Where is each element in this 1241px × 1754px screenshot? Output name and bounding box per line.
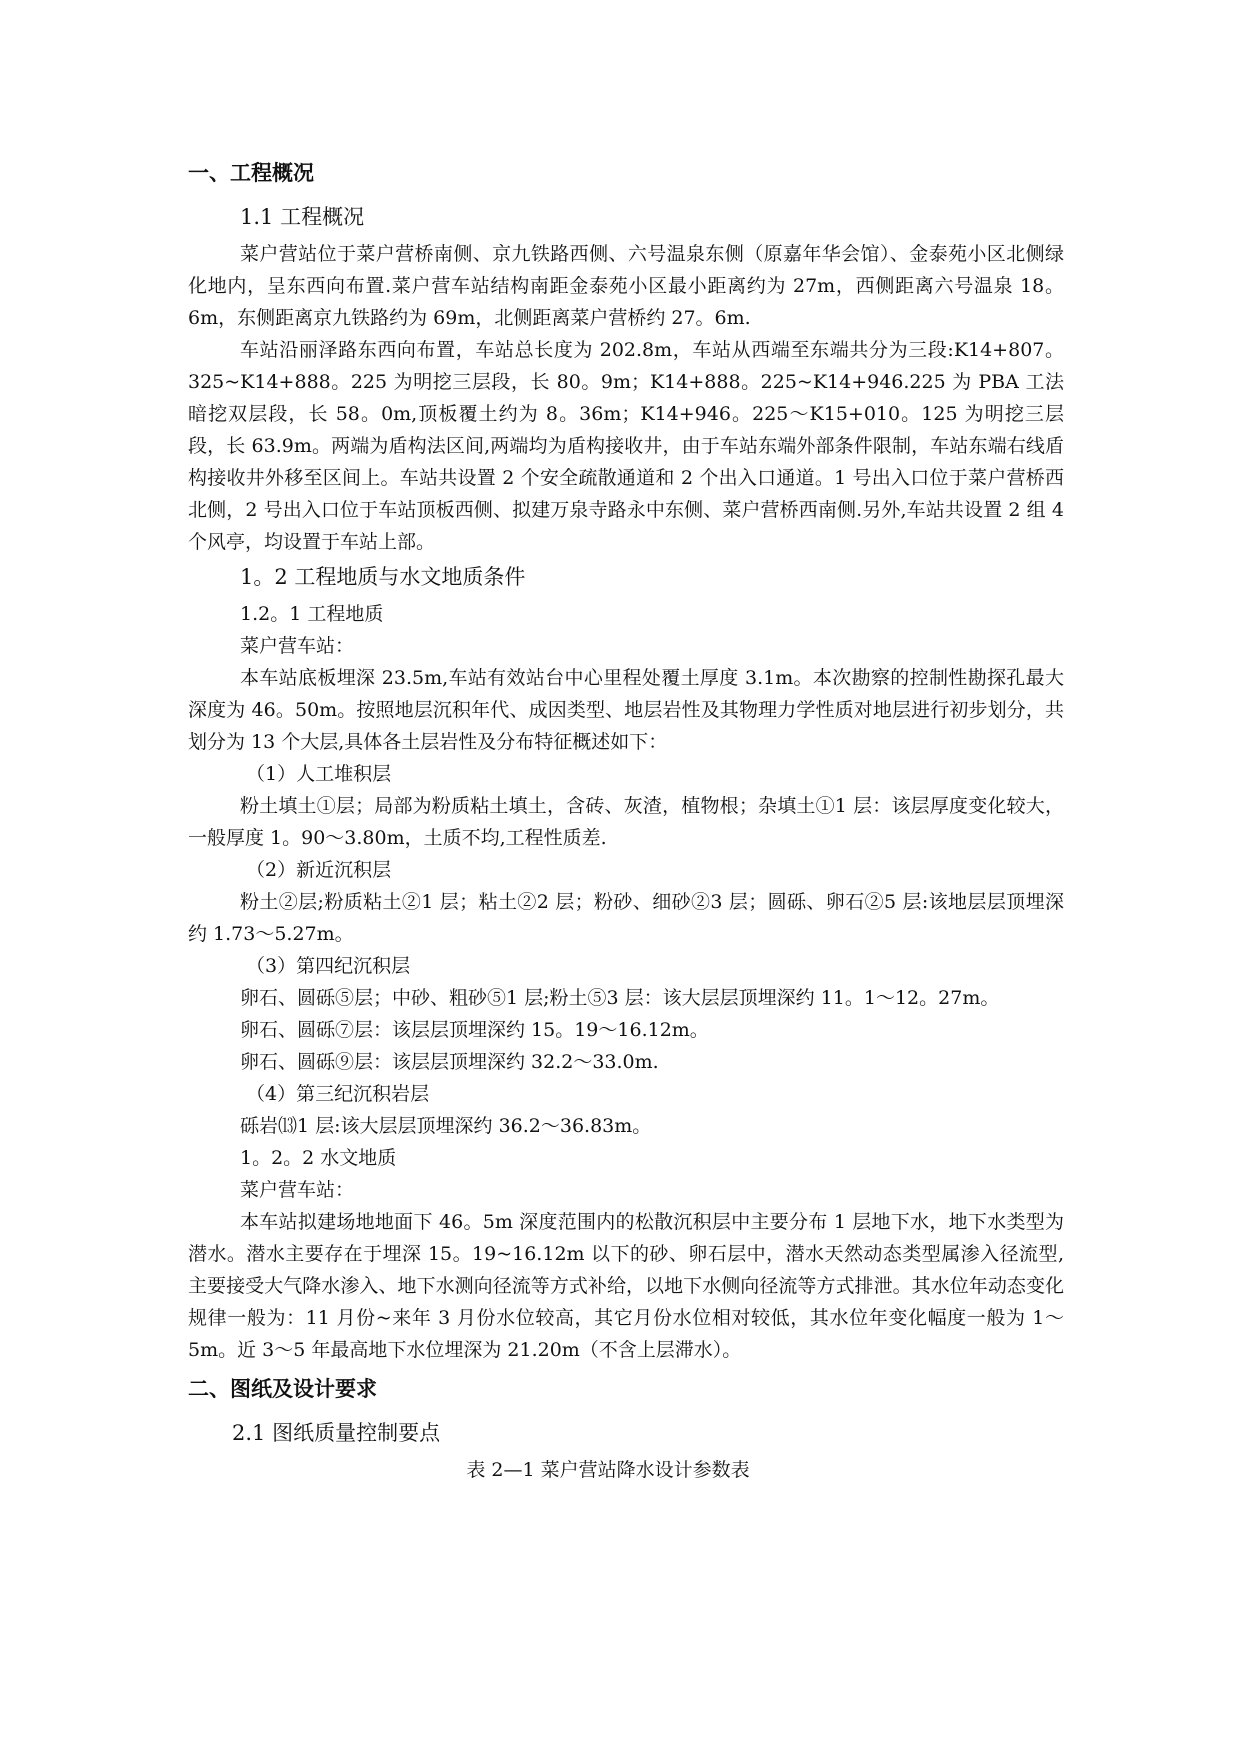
layer-2-text: 粉土②层;粉质粘土②1 层；粘土②2 层；粉砂、细砂②3 层；圆砾、卵石②5 层:该地层层顶埋深约 1.73～5.27m。 (188, 891, 1064, 945)
layer-3-text-1: 卵石、圆砾⑤层；中砂、粗砂⑤1 层;粉土⑤3 层：该大层层顶埋深约 11。1～12。27m。 (240, 987, 1000, 1009)
layer-3-text-2: 卵石、圆砾⑦层：该层层顶埋深约 15。19～16.12m。 (240, 1019, 709, 1041)
layer-4-heading: （4）第三纪沉积岩层 (246, 1083, 430, 1105)
layer-1-text: 粉土填土①层；局部为粉质粘土填土，含砖、灰渣，植物根；杂填土①1 层：该层厚度变化较大，一般厚度 1。90～3.80m，土质不均,工程性质差. (188, 795, 1064, 849)
document-page (188, 154, 1064, 1486)
overview-paragraph-2: 车站沿丽泽路东西向布置，车站总长度为 202.8m，车站从西端至东端共分为三段:K14+807。325~K14+888。225 为明挖三层段，长 80。9m；K14+888。225~K14+946.225 为 PBA 工法暗挖双层段，长 58。0m,顶板覆土约为 8。36m；K14+946。225～K15+010。125 为明挖三层段，长 63.9m。两端为盾构法区间,两端均为盾构接收井，由于车站东端外部条件限制，车站东端右线盾构接收井外移至区间上。车站共设置 2 个安全疏散通道和 2 个出入口通道。1 号出入口位于菜户营桥西北侧，2 号出入口位于车站顶板西侧、拟建万泉寺路永中东侧、菜户营桥西南侧.另外,车站共设置 2 组 4 个风亭，均设置于车站上部。 (188, 339, 1064, 553)
table-caption: 表 2—1 菜户营站降水设计参数表 (466, 1459, 750, 1481)
layer-2-heading: （2）新近沉积层 (246, 859, 392, 881)
geology-paragraph: 本车站底板埋深 23.5m,车站有效站台中心里程处覆土厚度 3.1m。本次勘察的控制性勘探孔最大深度为 46。50m。按照地层沉积年代、成因类型、地层岩性及其物理力学性质对地层进行初步划分，共划分为 13 个大层,具体各土层岩性及分布特征概述如下： (188, 667, 1064, 753)
layer-3-text-3: 卵石、圆砾⑨层：该层层顶埋深约 32.2～33.0m. (240, 1051, 659, 1073)
section-2-heading: 二、图纸及设计要求 (188, 1377, 377, 1401)
overview-paragraph-1: 菜户营站位于菜户营桥南侧、京九铁路西侧、六号温泉东侧（原嘉年华会馆）、金泰苑小区北侧绿化地内，呈东西向布置.菜户营车站结构南距金泰苑小区最小距离约为 27m，西侧距离六号温泉 18。6m，东侧距离京九铁路约为 69m，北侧距离菜户营桥约 27。6m. (188, 243, 1064, 329)
layer-3-heading: （3）第四纪沉积层 (246, 955, 411, 977)
section-1-1-heading: 1.1 工程概况 (240, 205, 365, 229)
section-1-heading: 一、工程概况 (188, 161, 314, 185)
station-label: 菜户营车站： (240, 635, 355, 657)
section-1-2-1-heading: 1.2。1 工程地质 (240, 603, 384, 625)
section-2-1-heading: 2.1 图纸质量控制要点 (232, 1421, 441, 1445)
station-label-2: 菜户营车站： (240, 1179, 355, 1201)
hydrology-paragraph: 本车站拟建场地地面下 46。5m 深度范围内的松散沉积层中主要分布 1 层地下水，地下水类型为潜水。潜水主要存在于埋深 15。19~16.12m 以下的砂、卵石层中，潜水天然动态类型属渗入径流型,主要接受大气降水渗入、地下水测向径流等方式补给，以地下水侧向径流等方式排泄。其水位年动态变化规律一般为：11 月份~来年 3 月份水位较高，其它月份水位相对较低，其水位年变化幅度一般为 1～5m。近 3～5 年最高地下水位埋深为 21.20m（不含上层滞水）。 (188, 1211, 1064, 1361)
section-1-2-heading: 1。2 工程地质与水文地质条件 (240, 565, 526, 589)
section-1-2-2-heading: 1。2。2 水文地质 (240, 1147, 397, 1169)
layer-4-text: 砾岩⒀1 层:该大层层顶埋深约 36.2～36.83m。 (240, 1115, 652, 1137)
layer-1-heading: （1）人工堆积层 (246, 763, 392, 785)
